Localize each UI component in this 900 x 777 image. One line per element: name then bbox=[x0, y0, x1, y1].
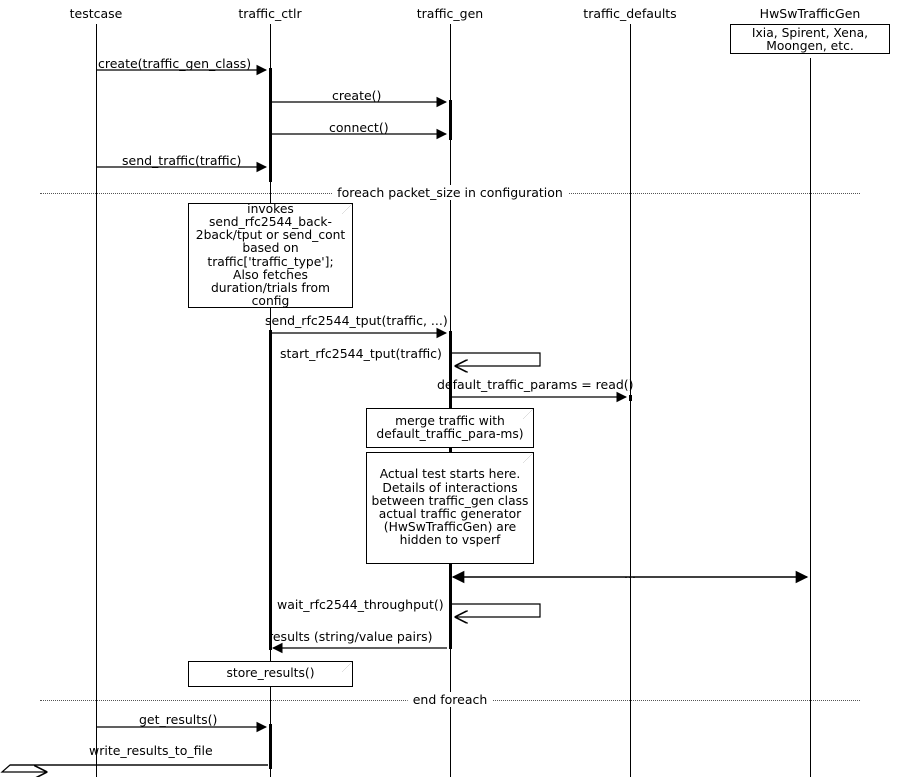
lifeline-hwswtrafficgen bbox=[810, 58, 811, 777]
note-store-results bbox=[188, 661, 353, 687]
message-label-write-results-to-file: write_results_to_file bbox=[89, 743, 213, 758]
note-store-results-text: store_results() bbox=[226, 666, 315, 681]
message-label-connect: connect() bbox=[329, 120, 389, 135]
message-label-send-rfc2544-tput: send_rfc2544_tput(traffic, ...) bbox=[265, 313, 448, 328]
note-actual-test bbox=[366, 452, 534, 564]
message-label-hw-exchange: ... bbox=[624, 566, 636, 581]
note-invokes-text: invokes send_rfc2544_back-2back/tput or send_cont based on traffic['traffic_type']; Also fetches duration/trials from config bbox=[195, 201, 346, 309]
message-label-create-traffic-gen-class: create(traffic_gen_class) bbox=[98, 56, 252, 71]
message-label-start-rfc2544-tput: start_rfc2544_tput(traffic) bbox=[280, 346, 442, 361]
note-invokes bbox=[188, 203, 353, 308]
activation-traffic-ctlr-3 bbox=[269, 330, 272, 650]
activation-traffic-defaults-1 bbox=[629, 395, 632, 401]
actor-note-hwswtrafficgen: Ixia, Spirent, Xena, Moongen, etc. bbox=[730, 24, 890, 54]
fragment-label-foreach-start: foreach packet_size in configuration bbox=[332, 185, 568, 200]
lifeline-label-hwswtrafficgen: HwSwTrafficGen bbox=[759, 6, 861, 21]
note-fold-inner-icon bbox=[523, 409, 533, 419]
lifeline-label-traffic-ctlr: traffic_ctlr bbox=[238, 6, 302, 21]
note-fold-inner-icon bbox=[342, 204, 352, 214]
activation-traffic-gen-1 bbox=[449, 100, 452, 140]
message-label-results: results (string/value pairs) bbox=[268, 629, 433, 644]
note-actual-test-text: Actual test starts here. Details of interactions between traffic_gen class actual traffic generator (HwSwTrafficGen) are hidden to vsperf bbox=[371, 467, 529, 548]
lifeline-testcase bbox=[96, 24, 97, 777]
activation-traffic-ctlr-2 bbox=[269, 165, 272, 169]
message-label-wait-rfc2544-throughput: wait_rfc2544_throughput() bbox=[277, 597, 444, 612]
lifeline-label-traffic-defaults: traffic_defaults bbox=[583, 6, 677, 21]
lifeline-label-testcase: testcase bbox=[69, 6, 123, 21]
lifeline-label-traffic-gen: traffic_gen bbox=[416, 6, 484, 21]
fragment-label-foreach-end: end foreach bbox=[408, 692, 493, 707]
message-label-get-results: get_results() bbox=[139, 712, 218, 727]
note-merge-traffic bbox=[366, 408, 534, 448]
message-label-create: create() bbox=[332, 88, 382, 103]
note-fold-inner-icon bbox=[342, 662, 352, 672]
activation-traffic-ctlr-4 bbox=[269, 724, 272, 769]
note-merge-traffic-text: merge traffic with default_traffic_para-ms) bbox=[376, 413, 524, 441]
message-label-send-traffic: send_traffic(traffic) bbox=[122, 153, 242, 168]
message-label-default-traffic-params: default_traffic_params = read() bbox=[437, 377, 634, 392]
note-fold-inner-icon bbox=[523, 453, 533, 463]
